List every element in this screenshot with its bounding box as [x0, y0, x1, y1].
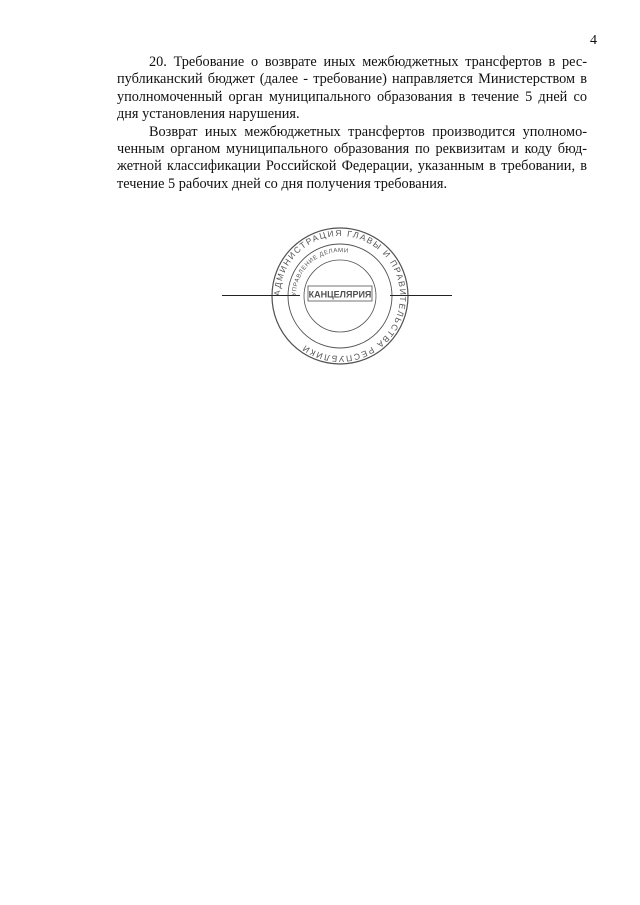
paragraph-1: 20. Требование о возврате иных межбюджетных трансфертов в республиканский бюджет (далее - требование) направляется Министерством в уполномоченный орган муниципального образования в течение 5 дней со дня установления нарушения.: [117, 54, 587, 123]
stamp-outer-text: АДМИНИСТРАЦИЯ ГЛАВЫ И ПРАВИТЕЛЬСТВА РЕСПУБЛИКИ: [271, 227, 409, 365]
stamp-inner-text: УПРАВЛЕНИЕ ДЕЛАМИ: [291, 247, 350, 297]
document-body: [117, 54, 587, 193]
paragraph-2: Возврат иных межбюджетных трансфертов производится уполномоченным органом муниципального образования по реквизитам и коду бюджетной классификации Российской Федерации, указанным в требовании, в течение 5 рабочих дней со дня получения требования.: [117, 123, 587, 192]
stamp-center-text: КАНЦЕЛЯРИЯ: [308, 289, 372, 300]
official-stamp: [270, 226, 410, 366]
page-number: 4: [590, 33, 597, 48]
